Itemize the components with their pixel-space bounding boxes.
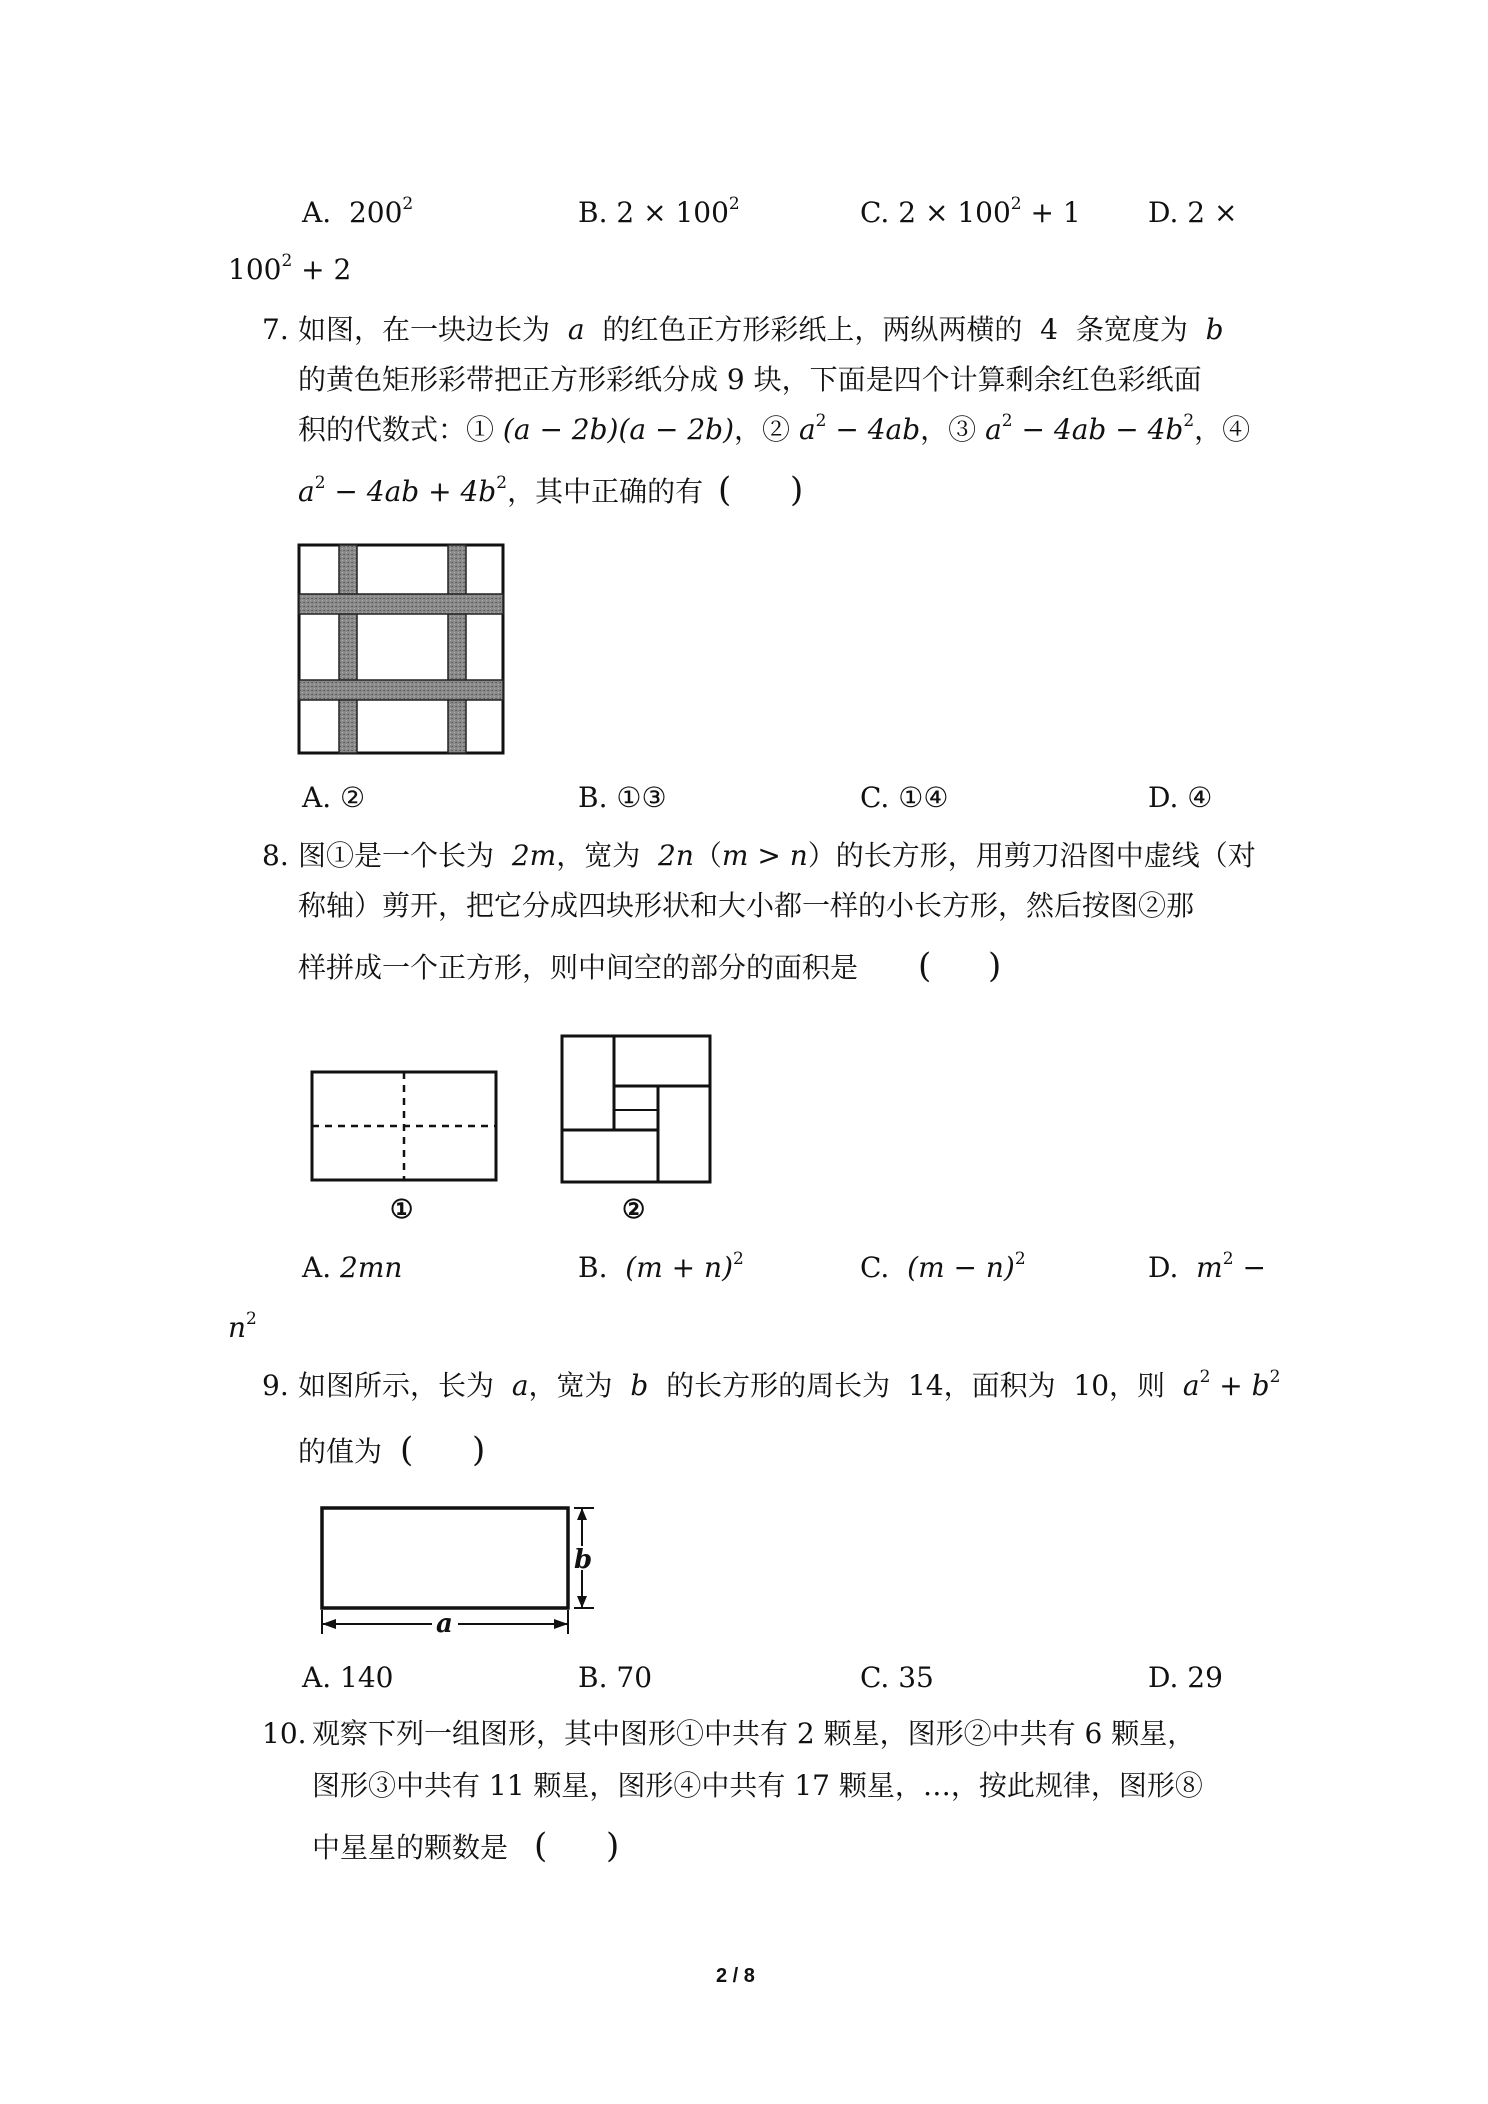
band-horizontal-top [299, 594, 503, 614]
q6-option-d: D. 2 × [1148, 196, 1238, 229]
band-horizontal-bottom [299, 680, 503, 700]
q9-line-1: 如图所示，长为 a，宽为 b 的长方形的周长为 14，面积为 10，则 $a^2 + b^2$ [298, 1366, 1281, 1402]
q8-figure-2 [556, 1030, 716, 1188]
q8-option-c: C. $(m - n)^2$ [860, 1248, 1026, 1284]
q9-answer-paren-close: ) [472, 1430, 486, 1470]
q9-option-a: A. 140 [302, 1661, 394, 1694]
q6-option-d-continued: $100^2 + 2$ [228, 250, 352, 286]
q9-figure-label-a: a [436, 1609, 453, 1639]
q10-answer-paren-close: ) [606, 1826, 620, 1866]
q8-line-1: 图①是一个长为 2m，宽为 2n（m > n）的长方形，用剪刀沿图中虚线（对 [298, 839, 1256, 872]
q7-answer-paren-close: ) [790, 470, 804, 510]
q8-option-b: B. $(m + n)^2$ [578, 1248, 744, 1284]
q8-figure-1-label: ① [390, 1195, 414, 1225]
q8-figure-1 [304, 1064, 504, 1190]
q8-answer-paren-close: ) [988, 946, 1002, 986]
q7-line-2: 的黄色矩形彩带把正方形彩纸分成 9 块，下面是四个计算剩余红色彩纸面 [298, 363, 1202, 396]
q10-line-2: 图形③中共有 11 颗星，图形④中共有 17 颗星，…，按此规律，图形⑧ [312, 1769, 1203, 1802]
band-vertical-right [448, 545, 466, 753]
q7-option-d: D. ④ [1148, 781, 1213, 814]
q10-line-3: 中星星的颗数是 [312, 1831, 509, 1864]
q7-line-3: 积的代数式：① (a − 2b)(a − 2b)，② $a^2 - 4ab$，③ $a^2 - 4ab - 4b^2$，④ [298, 410, 1251, 446]
q6-option-b: B. $2 \times 100^2$ [578, 193, 740, 229]
q7-square-figure [296, 542, 506, 756]
q9-answer-paren-open: ( [400, 1430, 414, 1470]
q8-option-d: D. $m^2$ − [1148, 1248, 1266, 1284]
q9-rectangle-figure [314, 1500, 604, 1638]
q10-number: 10. [262, 1717, 307, 1750]
q8-line-2: 称轴）剪开，把它分成四块形状和大小都一样的小长方形，然后按图②那 [298, 889, 1195, 922]
q9-line-2: 的值为 [298, 1435, 383, 1468]
q8-line-3: 样拼成一个正方形，则中间空的部分的面积是 [298, 951, 859, 984]
q7-option-c: C. ①④ [860, 781, 949, 814]
q8-figure-2-label: ② [622, 1195, 646, 1225]
q9-number: 9. [262, 1369, 289, 1402]
q9-option-c: C. 35 [860, 1661, 934, 1694]
q10-answer-paren-open: ( [534, 1826, 548, 1866]
q6-option-c: C. $2 \times 100^2 + 1$ [860, 193, 1081, 229]
band-vertical-left [339, 545, 357, 753]
q9-option-b: B. 70 [578, 1661, 653, 1694]
q10-line-1: 观察下列一组图形，其中图形①中共有 2 颗星，图形②中共有 6 颗星， [312, 1717, 1196, 1750]
q7-option-b: B. ①③ [578, 781, 667, 814]
q8-option-d-continued: $n^2$ [228, 1308, 257, 1344]
q7-line-1: 如图，在一块边长为 a 的红色正方形彩纸上，两纵两横的 4 条宽度为 b [298, 313, 1224, 346]
q7-answer-paren-open: ( [718, 470, 732, 510]
q9-figure-label-b: b [574, 1545, 593, 1575]
page-number: 2 / 8 [716, 1965, 755, 1987]
q7-option-a: A. ② [302, 781, 366, 814]
q6-option-a: A. $200^2$ [302, 193, 414, 229]
q8-answer-paren-open: ( [918, 946, 932, 986]
q7-line-4: $a^2 - 4ab + 4b^2$，其中正确的有 [298, 472, 704, 508]
q7-number: 7. [262, 313, 289, 346]
q8-option-a: A. 2mn [302, 1251, 403, 1284]
q8-number: 8. [262, 839, 289, 872]
q9-option-d: D. 29 [1148, 1661, 1223, 1694]
